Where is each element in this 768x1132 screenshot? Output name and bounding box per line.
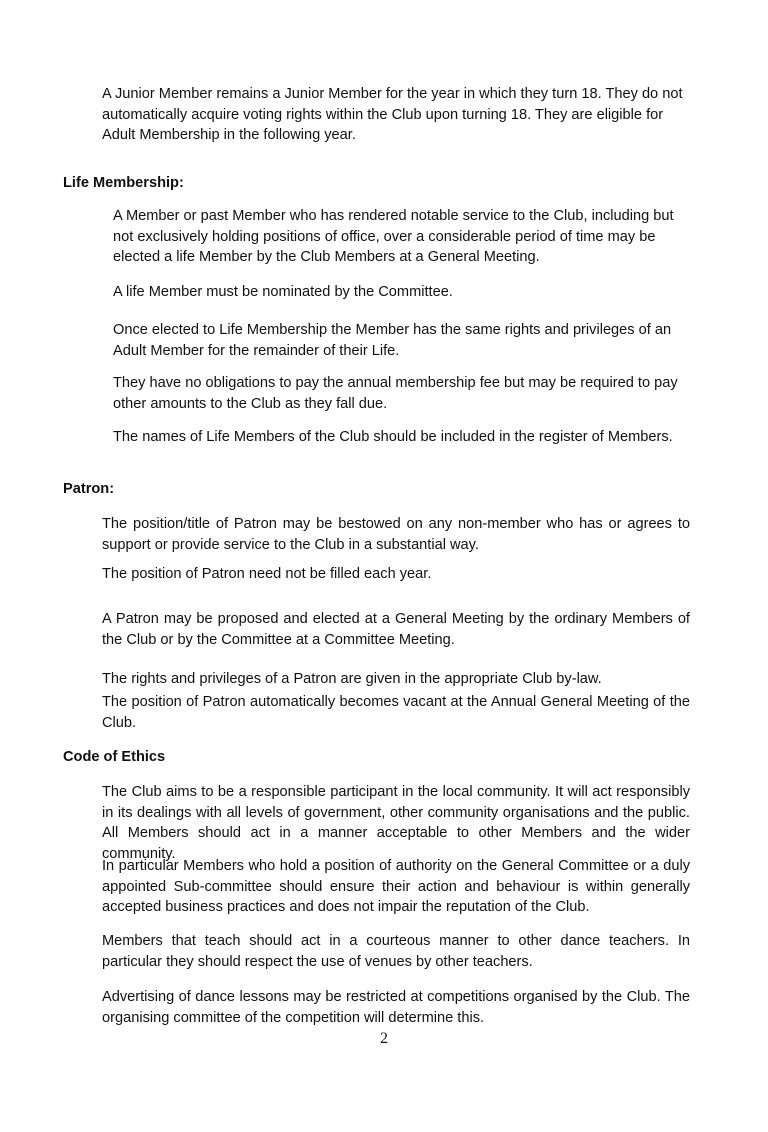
patron-paragraph: The position of Patron automatically becomes vacant at the Annual General Meeting of the Club. <box>102 694 690 731</box>
life-membership-paragraph: A Member or past Member who has rendered notable service to the Club, including but not exclusively holding positions of office, over a considerable period of time may be elected a life Member by the Club Members at a General Meeting. <box>113 208 674 265</box>
life-membership-heading: Life Membership: <box>63 175 184 191</box>
code-of-ethics-paragraph: In particular Members who hold a position of authority on the General Committee or a duly appointed Sub-committee should ensure their action and behaviour is within generally accepted business practices and does not impair the reputation of the Club. <box>102 858 690 915</box>
life-membership-paragraph: A life Member must be nominated by the Committee. <box>113 284 453 300</box>
life-membership-paragraph: They have no obligations to pay the annual membership fee but may be required to pay other amounts to the Club as they fall due. <box>113 375 678 412</box>
patron-paragraph: The position of Patron need not be filled each year. <box>102 566 432 582</box>
code-of-ethics-paragraph: Members that teach should act in a courteous manner to other dance teachers. In particular they should respect the use of venues by other teachers. <box>102 933 690 970</box>
patron-paragraph: The rights and privileges of a Patron are given in the appropriate Club by-law. <box>102 671 602 687</box>
patron-paragraph: A Patron may be proposed and elected at a General Meeting by the ordinary Members of the Club or by the Committee at a Committee Meeting. <box>102 611 690 648</box>
code-of-ethics-heading: Code of Ethics <box>63 749 166 765</box>
patron-paragraph: The position/title of Patron may be bestowed on any non-member who has or agrees to support or provide service to the Club in a substantial way. <box>102 516 690 553</box>
code-of-ethics-paragraph: Advertising of dance lessons may be restricted at competitions organised by the Club. The organising committee of the competition will determine this. <box>102 989 690 1026</box>
life-membership-paragraph: The names of Life Members of the Club should be included in the register of Members. <box>113 429 673 445</box>
junior-member-paragraph: A Junior Member remains a Junior Member for the year in which they turn 18. They do not automatically acquire voting rights within the Club upon turning 18. They are eligible for Adult Membership in the following year. <box>102 86 683 143</box>
code-of-ethics-paragraph: The Club aims to be a responsible participant in the local community. It will act responsibly in its dealings with all levels of government, other community organisations and the public. All Members should act in a manner acceptable to other Members and the wider community. <box>102 784 690 862</box>
life-membership-paragraph: Once elected to Life Membership the Member has the same rights and privileges of an Adult Member for the remainder of their Life. <box>113 322 672 359</box>
patron-heading: Patron: <box>63 481 115 497</box>
page-number: 2 <box>380 1030 388 1047</box>
